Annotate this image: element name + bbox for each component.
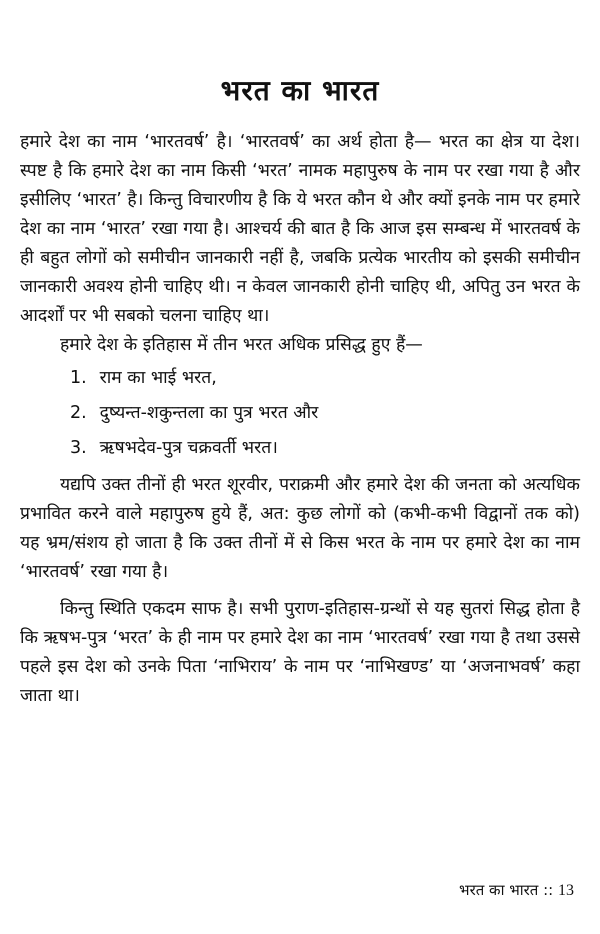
list-item — [70, 399, 580, 428]
paragraph-confusion: यद्यपि उक्त तीनों ही भरत शूरवीर, पराक्रमी और हमारे देश की जनता को अत्यधिक प्रभावित करने वाले महापुरुष हुये हैं, अत: कुछ लोगों को (कभी-कभी विद्वानों तक को) यह भ्रम/संशय हो जाता है कि उक्त तीनों में से किस भरत के नाम पर हमारे देश का नाम ‘भारतवर्ष’ रखा गया है। — [20, 475, 580, 582]
list-item-text: दुष्यन्त-शकुन्तला का पुत्र भरत और — [99, 403, 319, 423]
paragraph-intro: हमारे देश का नाम ‘भारतवर्ष’ है। ‘भारतवर्ष’ का अर्थ होता है— भरत का क्षेत्र या देश। स्पष्ट है कि हमारे देश का नाम किसी ‘भरत’ नामक महापुरुष के नाम पर रखा गया है और इसीलिए ‘भारत’ है। किन्तु विचारणीय है कि ये भरत कौन थे और क्यों इनके नाम पर हमारे देश का नाम ‘भारत’ रखा गया है। आश्चर्य की बात है कि आज इस सम्बन्ध में भारतवर्ष के ही बहुत लोगों को समीचीन जानकारी नहीं है, जबकि प्रत्येक भारतीय को इसकी समीचीन जानकारी अवश्य होनी चाहिए थी। न केवल जानकारी होनी चाहिए थी, अपितु उन भरत के आदर्शों पर भी सबको चलना चाहिए था। — [20, 132, 580, 326]
page-body — [20, 128, 580, 711]
list-item-number: 2. — [70, 403, 87, 423]
list-item-number: 3. — [70, 438, 87, 458]
bharat-list — [20, 364, 580, 463]
list-item-number: 1. — [70, 368, 87, 388]
paragraph-conclusion: किन्तु स्थिति एकदम साफ है। सभी पुराण-इतिहास-ग्रन्थों से यह सुतरां सिद्ध होता है कि ऋषभ-पुत्र ‘भरत’ के ही नाम पर हमारे देश का नाम ‘भारतवर्ष’ रखा गया है तथा उससे पहले इस देश को उनके पिता ‘नाभिराय’ के नाम पर ‘नाभिखण्ड’ या ‘अजनाभवर्ष’ कहा जाता था। — [20, 599, 580, 706]
list-item-text: राम का भाई भरत, — [99, 368, 217, 388]
list-item — [70, 434, 580, 463]
page-number: 13 — [558, 882, 574, 899]
page-title: भरत का भारत — [220, 73, 380, 107]
paragraph-three-bharat: हमारे देश के इतिहास में तीन भरत अधिक प्रसिद्ध हुए हैं— — [60, 335, 423, 355]
running-title: भरत का भारत :: — [459, 881, 554, 899]
page-footer — [459, 880, 574, 900]
list-item — [70, 364, 580, 393]
list-item-text: ऋषभदेव-पुत्र चक्रवर्ती भरत। — [99, 438, 278, 458]
